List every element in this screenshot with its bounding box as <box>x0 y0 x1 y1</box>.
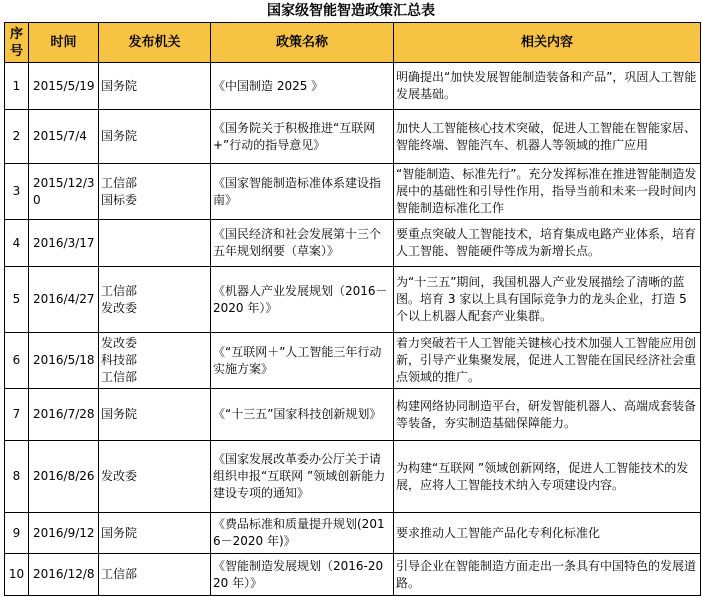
cell-date: 2016/4/27 <box>29 267 99 333</box>
cell-issuer: 国务院 <box>99 63 211 110</box>
cell-policy: 《国家智能制造标准体系建设指南》 <box>211 164 394 220</box>
cell-issuer: 国务院 <box>99 513 211 554</box>
cell-no: 7 <box>5 389 29 441</box>
cell-no: 3 <box>5 164 29 220</box>
policy-table <box>4 22 701 596</box>
cell-date: 2015/5/19 <box>29 63 99 110</box>
cell-content: 要求推动人工智能产品化专利化标准化 <box>394 513 701 554</box>
cell-issuer: 发改委 科技部 工信部 <box>99 333 211 389</box>
cell-issuer <box>99 220 211 267</box>
cell-content: 要重点突破人工智能技术，培育集成电路产业体系，培育人工智能、智能硬件等成为新增长点。 <box>394 220 701 267</box>
header-content: 相关内容 <box>394 23 701 63</box>
cell-policy: 《智能制造发展规划（2016-2020 年）》 <box>211 554 394 596</box>
cell-no: 10 <box>5 554 29 596</box>
table-row <box>5 513 701 554</box>
cell-issuer: 工信部 国标委 <box>99 164 211 220</box>
cell-policy: 《“互联网＋”人工智能三年行动实施方案》 <box>211 333 394 389</box>
cell-no: 5 <box>5 267 29 333</box>
cell-content: 为构建“互联网 ”领域创新网络，促进人工智能技术的发展，应将人工智能技术纳入专项建设内容。 <box>394 441 701 513</box>
cell-date: 2016/7/28 <box>29 389 99 441</box>
table-row <box>5 267 701 333</box>
table-row <box>5 220 701 267</box>
cell-policy: 《机器人产业发展规划（2016－2020 年）》 <box>211 267 394 333</box>
table-row <box>5 389 701 441</box>
header-issuer: 发布机关 <box>99 23 211 63</box>
cell-content: 明确提出“加快发展智能制造装备和产品”，巩固人工智能发展基础。 <box>394 63 701 110</box>
table-row <box>5 333 701 389</box>
cell-issuer: 工信部 <box>99 554 211 596</box>
cell-date: 2016/8/26 <box>29 441 99 513</box>
table-row <box>5 441 701 513</box>
cell-date: 2015/12/30 <box>29 164 99 220</box>
cell-no: 4 <box>5 220 29 267</box>
cell-no: 9 <box>5 513 29 554</box>
cell-issuer: 工信部 发改委 <box>99 267 211 333</box>
cell-content: 加快人工智能核心技术突破，促进人工智能在智能家居、智能终端、智能汽车、机器人等领域的推广应用 <box>394 110 701 164</box>
cell-content: 为“十三五”期间，我国机器人产业发展描绘了清晰的蓝图。培育 3 家以上具有国际竞争力的龙头企业，打造 5 个以上机器人配套产业集群。 <box>394 267 701 333</box>
cell-policy: 《费品标准和质量提升规划(2016－2020 年)》 <box>211 513 394 554</box>
cell-issuer: 发改委 <box>99 441 211 513</box>
cell-policy: 《国民经济和社会发展第十三个五年规划纲要（草案）》 <box>211 220 394 267</box>
table-row <box>5 110 701 164</box>
cell-no: 1 <box>5 63 29 110</box>
cell-content: 构建网络协同制造平台，研发智能机器人、高端成套装备等装备，夯实制造基础保障能力。 <box>394 389 701 441</box>
header-no: 序号 <box>5 23 29 63</box>
cell-issuer: 国务院 <box>99 389 211 441</box>
cell-policy: 《中国制造 2025 》 <box>211 63 394 110</box>
table-row <box>5 554 701 596</box>
cell-date: 2016/3/17 <box>29 220 99 267</box>
cell-policy: 《国家发展改革委办公厅关于请组织申报“互联网 ”领域创新能力建设专项的通知》 <box>211 441 394 513</box>
cell-issuer: 国务院 <box>99 110 211 164</box>
table-row <box>5 63 701 110</box>
cell-content: 着力突破若干人工智能关键核心技术加强人工智能应用创新，引导产业集聚发展，促进人工智能在国民经济社会重点领域的推广。 <box>394 333 701 389</box>
cell-date: 2016/12/8 <box>29 554 99 596</box>
cell-no: 6 <box>5 333 29 389</box>
cell-date: 2016/9/12 <box>29 513 99 554</box>
cell-date: 2015/7/4 <box>29 110 99 164</box>
cell-policy: 《“十三五”国家科技创新规划》 <box>211 389 394 441</box>
cell-no: 8 <box>5 441 29 513</box>
cell-content: 引导企业在智能制造方面走出一条具有中国特色的发展道路。 <box>394 554 701 596</box>
cell-date: 2016/5/18 <box>29 333 99 389</box>
table-header-row <box>5 23 701 63</box>
header-date: 时间 <box>29 23 99 63</box>
page-title: 国家级智能智造政策汇总表 <box>267 3 435 19</box>
cell-policy: 《国务院关于积极推进“互联网+”行动的指导意见》 <box>211 110 394 164</box>
table-row <box>5 164 701 220</box>
cell-content: “智能制造、标准先行”。充分发挥标准在推进智能制造发展中的基础性和引导性作用，指导当前和未来一段时间内智能制造标准化工作 <box>394 164 701 220</box>
header-policy: 政策名称 <box>211 23 394 63</box>
cell-no: 2 <box>5 110 29 164</box>
